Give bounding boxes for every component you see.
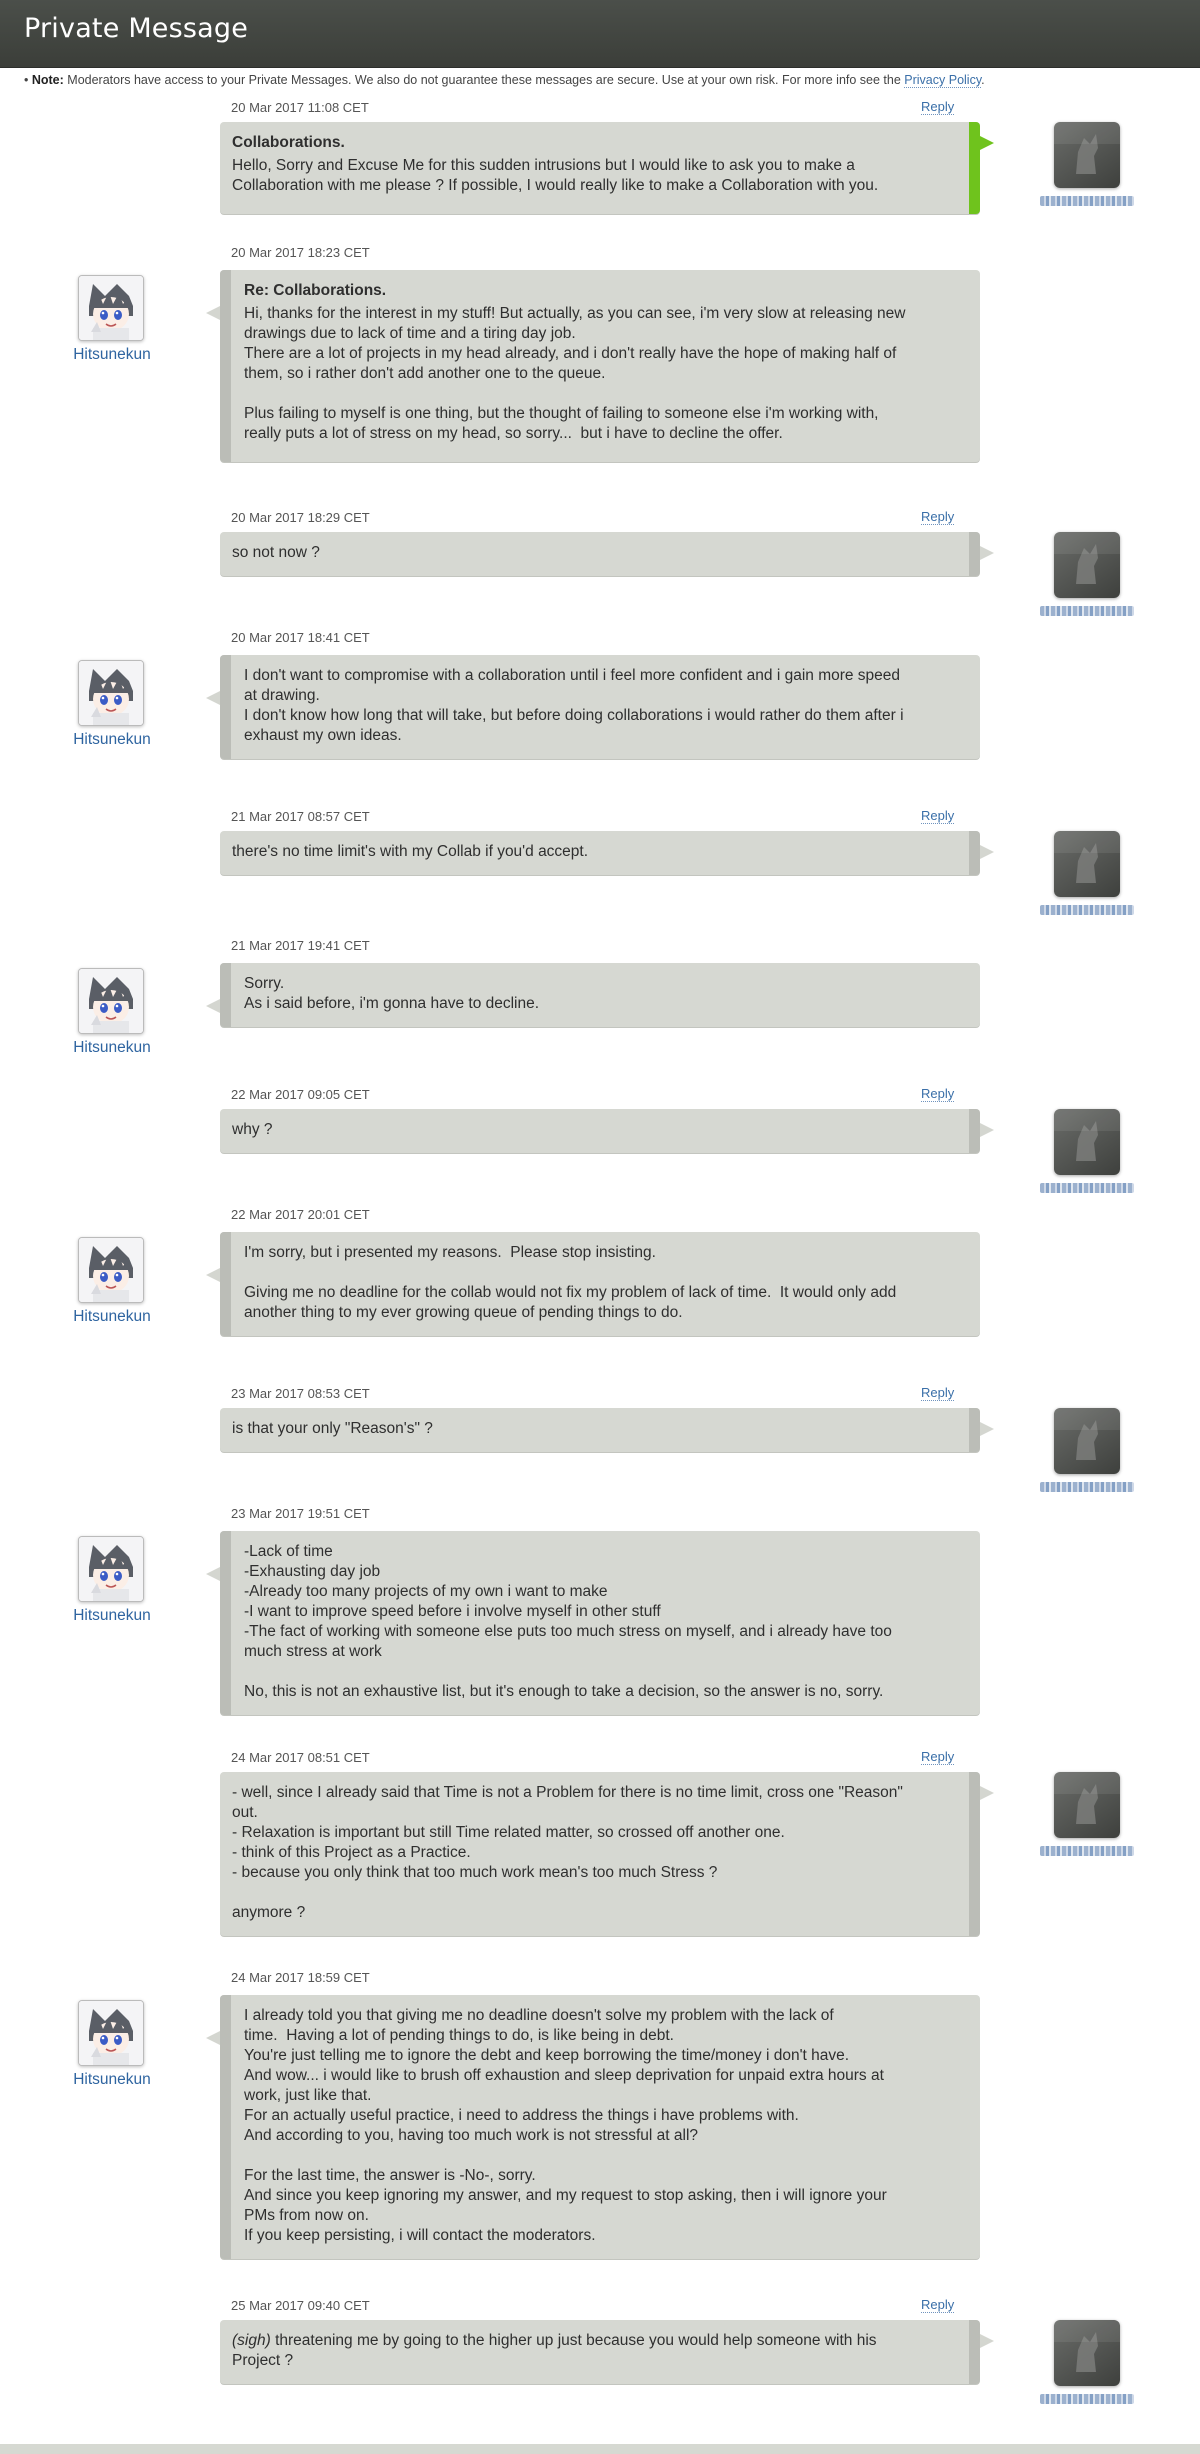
- message-line: Plus failing to myself is one thing, but the thought of failing to someone else i'm working with,: [244, 405, 879, 422]
- correspondent-avatar-image: [1054, 831, 1120, 897]
- message-subject: Re: Collaborations.: [244, 282, 387, 299]
- avatar[interactable]: [1054, 2320, 1120, 2386]
- message-line: drawings due to lack of time and a tiring day job.: [244, 325, 576, 342]
- message-line: PMs from now on.: [244, 2207, 369, 2224]
- reply-link[interactable]: Reply: [921, 808, 955, 823]
- username-link[interactable]: Hitsunekun: [73, 346, 151, 363]
- message-line: For the last time, the answer is -No-, sorry.: [244, 2167, 536, 2184]
- message-in: [0, 1970, 1200, 2269]
- blurred-username[interactable]: [1040, 196, 1134, 206]
- message-in: [0, 630, 1200, 769]
- blank-line: [244, 1662, 964, 1682]
- message-line: And wow... i would like to brush off exhaustion and sleep deprivation for unpaid extra hours at: [244, 2067, 884, 2084]
- message-line: Giving me no deadline for the collab would not fix my problem of lack of time. It would only add: [244, 1284, 897, 1301]
- message-line: really puts a lot of stress on my head, so sorry... but i have to decline the offer.: [244, 425, 783, 442]
- avatar[interactable]: [1054, 1408, 1120, 1474]
- message-out: [0, 510, 1200, 586]
- avatar[interactable]: [1054, 831, 1120, 897]
- note-label: Note:: [31, 73, 64, 87]
- privacy-policy-link[interactable]: Privacy Policy: [904, 73, 982, 87]
- message-date: 23 Mar 2017 08:53 CET: [231, 1386, 370, 1401]
- message-line: another thing to my ever growing queue of pending things to do.: [244, 1304, 683, 1321]
- message-line: them, so i rather don't add another one to the queue.: [244, 365, 606, 382]
- username-link[interactable]: Hitsunekun: [73, 1308, 151, 1325]
- blank-line: [244, 384, 964, 404]
- correspondent-avatar-image: [1054, 532, 1120, 598]
- correspondent-avatar-image: [1054, 2320, 1120, 2386]
- message-line: For an actually useful practice, i need to address the things i have problems with.: [244, 2107, 799, 2124]
- correspondent-avatar-image: [1054, 1109, 1120, 1175]
- message-line: exhaust my own ideas.: [244, 727, 402, 744]
- correspondent-avatar-image: [1054, 1408, 1120, 1474]
- message-line: is that your only "Reason's" ?: [232, 1420, 433, 1437]
- message-line: And according to you, having too much work is not stressful at all?: [244, 2127, 699, 2144]
- message-line: Hello, Sorry and Excuse Me for this sudden intrusions but I would like to ask you to make a: [232, 157, 855, 174]
- correspondent-avatar-image: [1054, 122, 1120, 188]
- message-bubble: [220, 655, 980, 759]
- blurred-username[interactable]: [1040, 606, 1134, 616]
- note-end: .: [981, 73, 985, 87]
- hitsunekun-avatar-image: [79, 661, 143, 725]
- message-out: [0, 1386, 1200, 1462]
- username-link[interactable]: Hitsunekun: [73, 1039, 151, 1056]
- page-title: Private Message: [24, 13, 249, 44]
- message-line: much stress at work: [244, 1643, 382, 1660]
- message-date: 23 Mar 2017 19:51 CET: [231, 1506, 370, 1521]
- message-date: 24 Mar 2017 08:51 CET: [231, 1750, 370, 1765]
- message-in: [0, 938, 1200, 1056]
- message-date: 20 Mar 2017 18:29 CET: [231, 510, 370, 525]
- blank-line: [244, 1263, 964, 1283]
- message-date: 20 Mar 2017 11:08 CET: [231, 100, 369, 115]
- message-line: out.: [232, 1804, 258, 1821]
- message-line: I don't know how long that will take, but before doing collaborations i would rather do them after i: [244, 707, 904, 724]
- message-bubble: [220, 1531, 980, 1715]
- reply-link[interactable]: Reply: [921, 99, 955, 114]
- message-bubble: [220, 1232, 980, 1336]
- message-bubble: [220, 963, 980, 1027]
- blurred-username[interactable]: [1040, 905, 1134, 915]
- message-line: -I want to improve speed before i involve myself in other stuff: [244, 1603, 661, 1620]
- blurred-username[interactable]: [1040, 1846, 1134, 1856]
- blurred-username[interactable]: [1040, 1482, 1134, 1492]
- reply-link[interactable]: Reply: [921, 2297, 955, 2312]
- message-line: -The fact of working with someone else puts too much stress on myself, and i already have too: [244, 1623, 892, 1640]
- avatar[interactable]: [78, 660, 144, 726]
- correspondent-avatar-image: [1054, 1772, 1120, 1838]
- hitsunekun-avatar-image: [79, 2001, 143, 2065]
- message-line: work, just like that.: [244, 2087, 372, 2104]
- message-line: Collaboration with me please ? If possible, I would really like to make a Collaboration with you.: [232, 177, 879, 194]
- username-link[interactable]: Hitsunekun: [73, 2071, 151, 2088]
- message-bubble: [220, 1109, 980, 1153]
- message-date: 20 Mar 2017 18:23 CET: [231, 245, 370, 260]
- message-date: 21 Mar 2017 08:57 CET: [231, 809, 370, 824]
- message-line: - Relaxation is important but still Time related matter, so crossed off another one.: [232, 1824, 785, 1841]
- avatar[interactable]: [78, 1536, 144, 1602]
- message-line: I already told you that giving me no deadline doesn't solve my problem with the lack of: [244, 2007, 834, 2024]
- hitsunekun-avatar-image: [79, 276, 143, 340]
- message-line: There are a lot of projects in my head already, and i don't really have the hope of making half of: [244, 345, 897, 362]
- message-date: 20 Mar 2017 18:41 CET: [231, 630, 370, 645]
- reply-link[interactable]: Reply: [921, 1086, 955, 1101]
- reply-link[interactable]: Reply: [921, 1385, 955, 1400]
- message-line: - because you only think that too much work mean's too much Stress ?: [232, 1864, 718, 1881]
- message-out: [0, 100, 1200, 224]
- message-out: [0, 809, 1200, 885]
- hitsunekun-avatar-image: [79, 969, 143, 1033]
- message-in: [0, 1506, 1200, 1725]
- username-link[interactable]: Hitsunekun: [73, 731, 151, 748]
- message-date: 22 Mar 2017 20:01 CET: [231, 1207, 370, 1222]
- hitsunekun-avatar-image: [79, 1537, 143, 1601]
- blurred-username[interactable]: [1040, 2394, 1134, 2404]
- message-line: -Exhausting day job: [244, 1563, 381, 1580]
- message-bubble: [220, 532, 980, 576]
- username-link[interactable]: Hitsunekun: [73, 1607, 151, 1624]
- message-in: [0, 245, 1200, 472]
- avatar[interactable]: [1054, 1772, 1120, 1838]
- message-date: 22 Mar 2017 09:05 CET: [231, 1087, 370, 1102]
- message-out: [0, 1087, 1200, 1163]
- footer-bar: [0, 2444, 1200, 2454]
- message-line: I'm sorry, but i presented my reasons. Please stop insisting.: [244, 1244, 656, 1261]
- avatar[interactable]: [1054, 1109, 1120, 1175]
- hitsunekun-avatar-image: [79, 1238, 143, 1302]
- message-subject: Collaborations.: [232, 134, 345, 151]
- message-bubble: [220, 2320, 980, 2384]
- message-line: -Already too many projects of my own i want to make: [244, 1583, 608, 1600]
- message-line: I don't want to compromise with a collaboration until i feel more confident and i gain more speed: [244, 667, 901, 684]
- privacy-note: • Note: Moderators have access to your Private Messages. We also do not guarantee these messages are secure. Use at your own risk. For more info see the Privacy Policy.: [24, 73, 985, 87]
- message-line: No, this is not an exhaustive list, but it's enough to take a decision, so the answer is no, sorry.: [244, 1683, 884, 1700]
- avatar[interactable]: [78, 968, 144, 1034]
- blurred-username[interactable]: [1040, 1183, 1134, 1193]
- message-line: at drawing.: [244, 687, 320, 704]
- message-bubble: [220, 831, 980, 875]
- message-out: [0, 1750, 1200, 1946]
- message-line: Project ?: [232, 2352, 294, 2369]
- message-date: 21 Mar 2017 19:41 CET: [231, 938, 370, 953]
- message-in: [0, 1207, 1200, 1346]
- blank-line: [244, 2146, 964, 2166]
- message-bubble: [220, 270, 980, 462]
- message-line: why ?: [232, 1121, 273, 1138]
- reply-link[interactable]: Reply: [921, 509, 955, 524]
- message-line: so not now ?: [232, 544, 320, 561]
- avatar[interactable]: [1054, 122, 1120, 188]
- message-bubble: [220, 1772, 980, 1936]
- message-line: Sorry.: [244, 975, 285, 992]
- message-line: - well, since I already said that Time is not a Problem for there is no time limit, cross one "Reason": [232, 1784, 903, 1801]
- message-bubble: [220, 1995, 980, 2259]
- message-date: 24 Mar 2017 18:59 CET: [231, 1970, 370, 1985]
- message-date: 25 Mar 2017 09:40 CET: [231, 2298, 370, 2313]
- avatar[interactable]: [78, 1237, 144, 1303]
- message-out: [0, 2298, 1200, 2394]
- message-bubble: [220, 1408, 980, 1452]
- message-bubble: [220, 122, 980, 214]
- message-line: - think of this Project as a Practice.: [232, 1844, 471, 1861]
- message-line: anymore ?: [232, 1904, 306, 1921]
- message-line: Hi, thanks for the interest in my stuff! But actually, as you can see, i'm very slow at releasing new: [244, 305, 906, 322]
- blank-line: [232, 1883, 958, 1903]
- note-text: Moderators have access to your Private Messages. We also do not guarantee these messages are secure. Use at your own risk. For more info see the: [63, 73, 905, 87]
- italic-text: (sigh): [232, 2332, 271, 2349]
- message-line: You're just telling me to ignore the debt and keep borrowing the time/money i don't have.: [244, 2047, 850, 2064]
- page-header: [0, 0, 1200, 68]
- message-line: If you keep persisting, i will contact the moderators.: [244, 2227, 596, 2244]
- reply-link[interactable]: Reply: [921, 1749, 955, 1764]
- avatar[interactable]: [78, 2000, 144, 2066]
- message-line: time. Having a lot of pending things to do, is like being in debt.: [244, 2027, 674, 2044]
- message-line: there's no time limit's with my Collab if you'd accept.: [232, 843, 589, 860]
- message-line: And since you keep ignoring my answer, and my request to stop asking, then i will ignore your: [244, 2187, 887, 2204]
- message-line: -Lack of time: [244, 1543, 333, 1560]
- avatar[interactable]: [78, 275, 144, 341]
- message-line: As i said before, i'm gonna have to decline.: [244, 995, 540, 1012]
- message-line: (sigh) threatening me by going to the higher up just because you would help someone with his: [232, 2332, 877, 2349]
- avatar[interactable]: [1054, 532, 1120, 598]
